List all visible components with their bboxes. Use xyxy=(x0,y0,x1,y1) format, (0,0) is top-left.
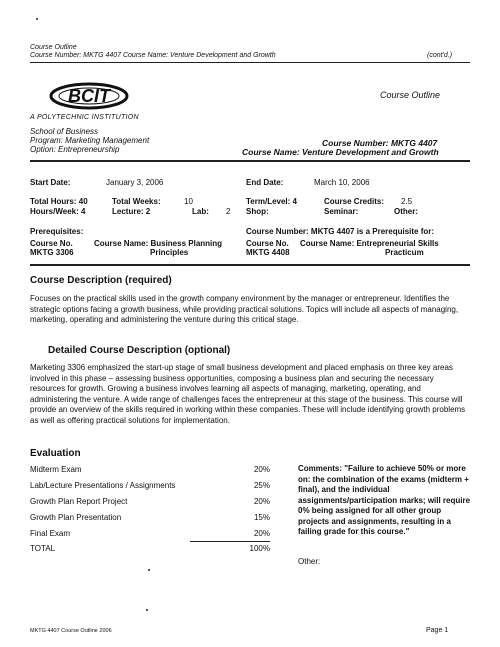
scan-mark xyxy=(146,609,148,611)
scan-mark xyxy=(36,18,38,20)
running-header-label: Course Outline xyxy=(30,44,77,51)
evaluation-comments: Comments: "Failure to achieve 50% or more on: the combination of the exams (midterm + final), and the individual assignments/participation marks; will require 0% being assigned for all other group projects and assignments, resulting in a failing grade for this course." xyxy=(298,464,471,536)
evaluation-heading: Evaluation xyxy=(30,448,81,459)
eval-label: Growth Plan Report Project xyxy=(30,497,128,506)
hours-week: Hours/Week: 4 xyxy=(30,207,86,216)
program: Program: Marketing Management xyxy=(30,136,150,145)
detailed-description-text: Marketing 3306 emphasized the start-up stage of small business development and placed emphasis on three key areas involved in this phase – assessing business opportunities, composing a business plan and securing the necessary resources for growth. Growing a business involves learning all aspects of managing, marketing, operating, and administering the venture. A wide range of challenges faces the entrepreneur at this stage of the business. This course will provide an overview of the skills required in working within these companies. These will include identifying growth problems as well as offering practical solutions for implementation. xyxy=(30,363,466,425)
scan-mark xyxy=(148,569,150,571)
eval-row xyxy=(30,513,270,525)
next-course-id: MKTG 4408 xyxy=(246,248,290,257)
page-number: Page 1 xyxy=(426,627,449,634)
svg-text:BCIT: BCIT xyxy=(68,86,110,106)
running-header-course: Course Number: MKTG 4407 Course Name: Venture Development and Growth xyxy=(30,52,276,59)
eval-label: Final Exam xyxy=(30,529,71,538)
eval-total-row xyxy=(30,544,270,556)
next-course-no-label: Course No. xyxy=(246,239,289,248)
course-name: Course Name: Venture Development and Growth xyxy=(242,147,439,157)
prereq-course-name: Course Name: Business Planning xyxy=(94,239,223,248)
prereq-course-name-cont: Principles xyxy=(150,248,189,257)
detailed-description-heading: Detailed Course Description (optional) xyxy=(48,345,231,356)
eval-total-label: TOTAL xyxy=(30,544,56,553)
course-number: Course Number: MKTG 4407 xyxy=(322,138,438,148)
course-description-heading: Course Description (required) xyxy=(30,275,172,286)
eval-pct: 25% xyxy=(253,481,270,490)
outline-label: Course Outline xyxy=(380,90,441,100)
eval-pct: 20% xyxy=(253,465,270,474)
running-header-contd: (cont'd.) xyxy=(427,52,453,59)
course-credits-label: Course Credits: xyxy=(324,197,385,206)
eval-row xyxy=(30,481,270,493)
total-hours: Total Hours: 40 xyxy=(30,197,88,206)
prerequisites-label: Prerequisites: xyxy=(30,227,84,236)
prereq-rule xyxy=(30,264,470,266)
course-description-text: Focuses on the practical skills used in the growth company environment by the manager or entrepreneur. Identifies the strategic options facing a growth business, while providing practical solutions. Topics will include all aspects of managing, marketing, operating and administering the venture during this critical stage. xyxy=(30,294,459,324)
prereq-course-id: MKTG 3306 xyxy=(30,248,74,257)
lab-value: 2 xyxy=(226,207,231,216)
prerequisite-for-label: Course Number: MKTG 4407 is a Prerequisite for: xyxy=(246,227,435,236)
eval-label: Midterm Exam xyxy=(30,465,82,474)
eval-row xyxy=(30,529,270,541)
eval-label: Growth Plan Presentation xyxy=(30,513,122,522)
eval-row xyxy=(30,465,270,477)
end-date-label: End Date: xyxy=(246,178,284,187)
next-course-name-cont: Practicum xyxy=(385,248,424,257)
eval-pct: 15% xyxy=(253,513,270,522)
header-rule xyxy=(30,62,470,63)
total-weeks-value: 10 xyxy=(184,197,193,206)
eval-row xyxy=(30,497,270,509)
school: School of Business xyxy=(30,127,99,136)
lecture: Lecture: 2 xyxy=(112,207,151,216)
shop: Shop: xyxy=(246,207,269,216)
next-course-name: Course Name: Entrepreneurial Skills xyxy=(300,239,439,248)
start-date-value: January 3, 2006 xyxy=(106,178,164,187)
eval-pct: 20% xyxy=(253,497,270,506)
option: Option: Entrepreneurship xyxy=(30,145,120,154)
eval-total-pct: 100% xyxy=(249,544,270,553)
title-rule xyxy=(30,160,470,162)
eval-label: Lab/Lecture Presentations / Assignments xyxy=(30,481,176,490)
start-date-label: Start Date: xyxy=(30,178,71,187)
tagline: A POLYTECHNIC INSTITUTION xyxy=(30,114,139,121)
bcit-logo xyxy=(48,80,130,112)
evaluation-other: Other: xyxy=(298,557,321,566)
footer-left: MKTG 4407 Course Outline 2006 xyxy=(30,628,112,634)
prereq-course-no-label: Course No. xyxy=(30,239,73,248)
course-credits-value: 2.5 xyxy=(401,197,413,206)
total-rule xyxy=(190,541,270,542)
seminar: Seminar: xyxy=(324,207,359,216)
other: Other: xyxy=(394,207,418,216)
bcit-logo-swoosh xyxy=(48,80,130,112)
term-level: Term/Level: 4 xyxy=(246,197,297,206)
end-date-value: March 10, 2006 xyxy=(314,178,370,187)
lab-label: Lab: xyxy=(192,207,209,216)
eval-pct: 20% xyxy=(253,529,270,538)
total-weeks-label: Total Weeks: xyxy=(112,197,161,206)
